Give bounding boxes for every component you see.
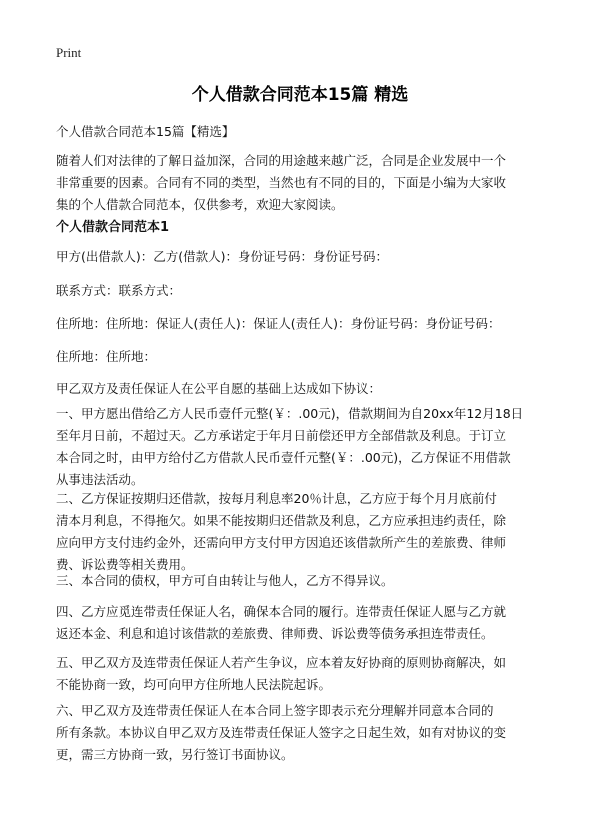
section-heading: 个人借款合同范本1 (56, 220, 170, 235)
document-subtitle: 个人借款合同范本15篇【精选】 (56, 124, 235, 139)
clause-line: 六、甲乙双方及连带责任保证人在本合同上签字即表示充分理解并同意本合同的 (56, 703, 494, 718)
document-title: 个人借款合同范本15篇 精选 (191, 85, 409, 105)
agreement-intro-text: 甲乙双方及责任保证人在公平自愿的基础上达成如下协议： (56, 381, 382, 396)
clause-6 (56, 700, 556, 766)
clause-line: 至年月日前，不超过天。乙方承诺定于年月日前偿还甲方全部借款及利息。于订立 (56, 428, 507, 443)
clause-line: 所有条款。本协议自甲乙双方及连带责任保证人签字之日起生效，如有对协议的变 (56, 725, 507, 740)
clause-line: 一、甲方愿出借给乙方人民币壹仟元整(￥：.00元)，借款期间为自20xx年12月18日 (56, 406, 524, 421)
clause-3 (56, 570, 556, 592)
clause-2 (56, 488, 556, 576)
intro-line: 随着人们对法律的了解日益加深，合同的用途越来越广泛，合同是企业发展中一个 (56, 153, 507, 168)
clause-line: 从事违法活动。 (56, 472, 144, 487)
address-guarantor-line (56, 313, 556, 335)
parties-text: 甲方(出借款人)：乙方(借款人)：身份证号码：身份证号码： (56, 249, 389, 264)
address-guarantor-text: 住所地：住所地：保证人(责任人)：保证人(责任人)：身份证号码：身份证号码： (56, 316, 501, 331)
clause-4 (56, 601, 556, 645)
agreement-intro-line (56, 378, 556, 400)
address-line (56, 346, 556, 368)
clause-line: 五、甲乙双方及连带责任保证人若产生争议，应本着友好协商的原则协商解决，如 (56, 655, 507, 670)
clause-5 (56, 652, 556, 696)
clause-line: 返还本金、利息和追讨该借款的差旅费、律师费、诉讼费等债务承担连带责任。 (56, 626, 494, 641)
parties-line (56, 246, 556, 268)
intro-paragraph (56, 150, 556, 216)
clause-line: 二、乙方保证按期归还借款，按每月利息率20％计息，乙方应于每个月月底前付 (56, 491, 497, 506)
intro-line: 非常重要的因素。合同有不同的类型，当然也有不同的目的，下面是小编为大家收 (56, 175, 507, 190)
clause-line: 应向甲方支付违约金外，还需向甲方支付甲方因追还该借款所产生的差旅费、律师 (56, 535, 507, 550)
contact-line (56, 280, 556, 302)
clause-line: 更，需三方协商一致，另行签订书面协议。 (56, 747, 294, 762)
clause-line: 四、乙方应觅连带责任保证人名，确保本合同的履行。连带责任保证人愿与乙方就 (56, 604, 507, 619)
address-text: 住所地：住所地： (56, 349, 157, 364)
clause-line: 清本月利息，不得拖欠。如果不能按期归还借款及利息，乙方应承担违约责任，除 (56, 513, 507, 528)
intro-line: 集的个人借款合同范本，仅供参考，欢迎大家阅读。 (56, 197, 344, 212)
clause-line: 费、诉讼费等相关费用。 (56, 557, 194, 572)
clause-line: 本合同之时，由甲方给付乙方借款人民币壹仟元整(￥：.00元)，乙方保证不用借款 (56, 450, 511, 465)
clause-1 (56, 403, 556, 491)
print-label: Print (56, 45, 82, 60)
contact-text: 联系方式：联系方式： (56, 283, 182, 298)
clause-line: 不能协商一致，均可向甲方住所地人民法院起诉。 (56, 677, 332, 692)
clause-line: 三、本合同的债权，甲方可自由转让与他人，乙方不得异议。 (56, 573, 394, 588)
